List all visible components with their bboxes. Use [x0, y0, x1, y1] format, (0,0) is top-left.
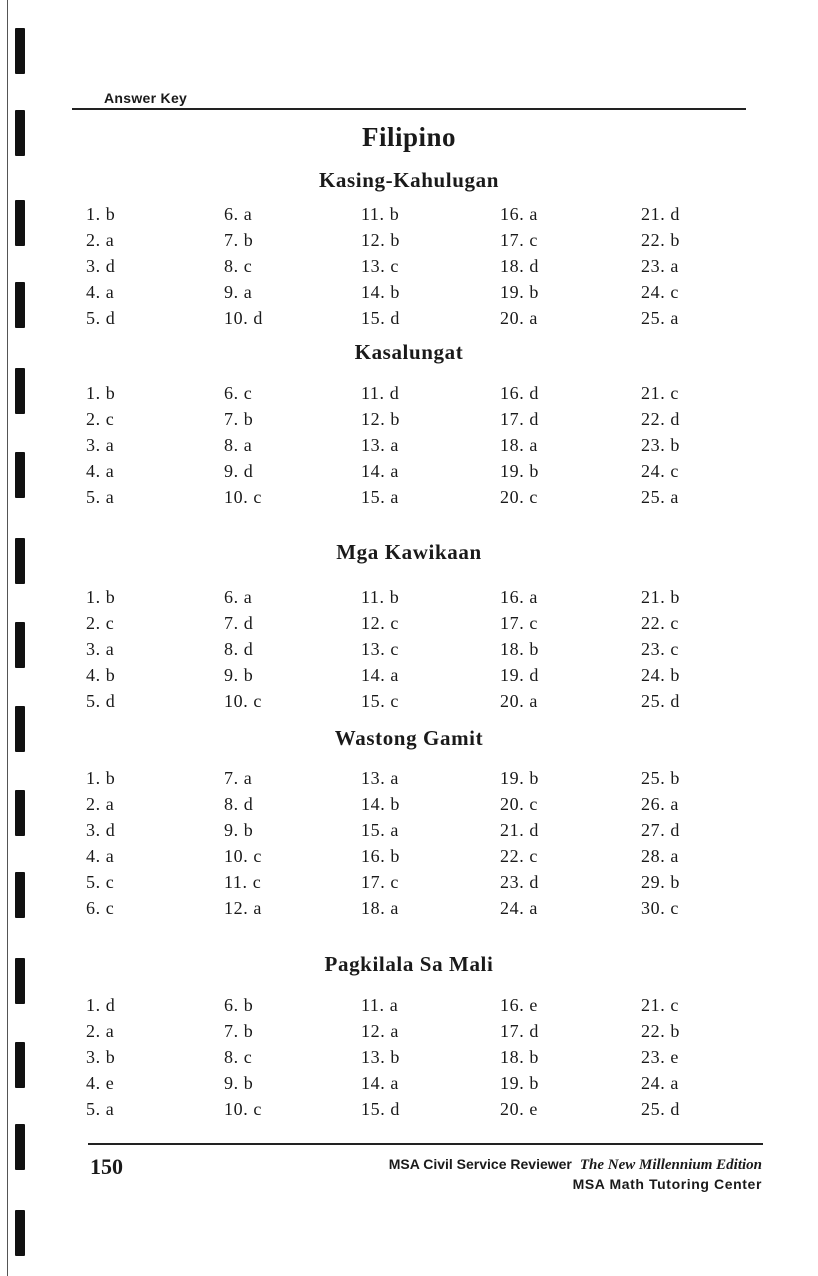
answer-item: 26. a — [641, 794, 679, 814]
answer-item: 28. a — [641, 846, 679, 866]
answer-item: 13. a — [361, 435, 399, 455]
answer-item: 12. c — [361, 613, 399, 633]
answer-item: 11. d — [361, 383, 400, 403]
section-title: Pagkilala Sa Mali — [324, 952, 494, 976]
answer-item: 14. a — [361, 461, 399, 481]
answer-item: 16. a — [500, 587, 538, 607]
answer-column — [641, 765, 680, 921]
answer-item: 8. d — [224, 794, 254, 814]
answer-item: 24. c — [641, 282, 679, 302]
answer-item: 1. b — [86, 383, 116, 403]
answer-item: 24. a — [641, 1073, 679, 1093]
answer-item: 21. c — [641, 383, 679, 403]
answer-item: 20. a — [500, 691, 538, 711]
answer-item: 10. c — [224, 846, 262, 866]
answer-column — [86, 765, 115, 921]
answer-item: 21. d — [641, 204, 680, 224]
answer-item: 12. a — [361, 1021, 399, 1041]
answer-item: 12. a — [224, 898, 262, 918]
answer-item: 3. b — [86, 1047, 116, 1067]
answer-column — [361, 765, 400, 921]
answer-item: 19. b — [500, 1073, 539, 1093]
answer-item: 17. d — [500, 1021, 539, 1041]
binding-hole — [15, 368, 25, 414]
answer-item: 13. c — [361, 256, 399, 276]
answer-column — [361, 201, 400, 331]
answer-item: 17. d — [500, 409, 539, 429]
answer-item: 16. d — [500, 383, 539, 403]
answer-item: 8. a — [224, 435, 253, 455]
answer-item: 9. b — [224, 665, 254, 685]
answer-item: 20. c — [500, 487, 538, 507]
answer-item: 8. c — [224, 1047, 253, 1067]
answer-item: 18. b — [500, 1047, 539, 1067]
answer-item: 7. b — [224, 230, 254, 250]
footer-rule — [88, 1143, 763, 1145]
answer-item: 29. b — [641, 872, 680, 892]
answer-item: 15. d — [361, 1099, 400, 1119]
answer-item: 23. a — [641, 256, 679, 276]
answer-item: 22. b — [641, 1021, 680, 1041]
answer-column — [500, 201, 539, 331]
answer-item: 9. b — [224, 1073, 254, 1093]
header-rule — [72, 108, 746, 110]
answer-item: 13. c — [361, 639, 399, 659]
answer-item: 10. c — [224, 691, 262, 711]
answer-item: 3. a — [86, 639, 115, 659]
answer-item: 1. b — [86, 587, 116, 607]
section-title: Mga Kawikaan — [336, 540, 482, 564]
answer-item: 7. a — [224, 768, 253, 788]
answer-item: 1. b — [86, 768, 116, 788]
answer-item: 4. b — [86, 665, 116, 685]
answer-item: 25. a — [641, 308, 679, 328]
answer-item: 22. d — [641, 409, 680, 429]
answer-column — [500, 380, 539, 510]
answer-item: 4. e — [86, 1073, 115, 1093]
answer-item: 5. d — [86, 691, 116, 711]
answer-item: 16. b — [361, 846, 400, 866]
answer-column — [224, 992, 262, 1122]
answer-item: 15. a — [361, 487, 399, 507]
answer-item: 25. b — [641, 768, 680, 788]
answer-item: 21. b — [641, 587, 680, 607]
answer-item: 15. c — [361, 691, 399, 711]
answer-column — [361, 992, 400, 1122]
answer-item: 11. b — [361, 204, 400, 224]
answer-column — [500, 584, 539, 714]
answer-item: 6. c — [86, 898, 115, 918]
answer-item: 4. a — [86, 461, 115, 481]
answer-item: 30. c — [641, 898, 679, 918]
binding-hole — [15, 200, 25, 246]
answer-item: 16. e — [500, 995, 538, 1015]
answer-column — [224, 584, 262, 714]
footer-book-line — [389, 1156, 762, 1174]
section-title: Kasalungat — [354, 340, 464, 364]
answer-item: 7. b — [224, 409, 254, 429]
answer-item: 6. b — [224, 995, 254, 1015]
answer-item: 8. c — [224, 256, 253, 276]
answer-item: 6. a — [224, 204, 253, 224]
answer-item: 20. a — [500, 308, 538, 328]
answer-column — [361, 380, 400, 510]
answer-column — [641, 380, 680, 510]
answer-item: 5. d — [86, 308, 116, 328]
answer-item: 18. b — [500, 639, 539, 659]
footer-edition: The New Millennium Edition — [579, 1157, 762, 1173]
answer-item: 5. a — [86, 1099, 115, 1119]
answer-item: 19. b — [500, 768, 539, 788]
answer-item: 5. c — [86, 872, 115, 892]
answer-item: 27. d — [641, 820, 680, 840]
answer-item: 14. b — [361, 794, 400, 814]
answer-item: 15. a — [361, 820, 399, 840]
answer-item: 15. d — [361, 308, 400, 328]
binding-hole — [15, 872, 25, 918]
header-label: Answer Key — [104, 90, 188, 106]
answer-column — [86, 584, 115, 714]
answer-item: 11. c — [224, 872, 262, 892]
binding-hole — [15, 622, 25, 668]
footer-publisher: MSA Math Tutoring Center — [572, 1176, 762, 1192]
answer-item: 5. a — [86, 487, 115, 507]
answer-item: 9. a — [224, 282, 253, 302]
page-title: Filipino — [361, 122, 457, 152]
answer-column — [224, 380, 262, 510]
answer-item: 4. a — [86, 282, 115, 302]
answer-item: 24. a — [500, 898, 538, 918]
answer-item: 17. c — [500, 230, 538, 250]
answer-column — [86, 201, 115, 331]
answer-item: 14. a — [361, 665, 399, 685]
answer-item: 22. c — [641, 613, 679, 633]
answer-item: 19. b — [500, 461, 539, 481]
answer-item: 6. a — [224, 587, 253, 607]
answer-item: 11. a — [361, 995, 399, 1015]
answer-item: 18. d — [500, 256, 539, 276]
answer-item: 19. b — [500, 282, 539, 302]
answer-column — [361, 584, 399, 714]
answer-item: 14. a — [361, 1073, 399, 1093]
answer-item: 2. a — [86, 794, 115, 814]
binding-hole — [15, 282, 25, 328]
binding-hole — [15, 28, 25, 74]
answer-item: 18. a — [500, 435, 538, 455]
binding-hole — [15, 1042, 25, 1088]
answer-item: 20. e — [500, 1099, 538, 1119]
answer-item: 7. b — [224, 1021, 254, 1041]
answer-column — [224, 201, 263, 331]
answer-column — [86, 992, 115, 1122]
answer-item: 23. e — [641, 1047, 679, 1067]
section-title: Wastong Gamit — [334, 726, 484, 750]
answer-item: 10. c — [224, 487, 262, 507]
page-number: 150 — [90, 1154, 123, 1179]
answer-item: 20. c — [500, 794, 538, 814]
answer-item: 21. d — [500, 820, 539, 840]
answer-item: 22. c — [500, 846, 538, 866]
answer-column — [641, 992, 680, 1122]
answer-item: 2. a — [86, 230, 115, 250]
answer-item: 12. b — [361, 409, 400, 429]
answer-item: 23. d — [500, 872, 539, 892]
answer-item: 22. b — [641, 230, 680, 250]
answer-item: 1. d — [86, 995, 116, 1015]
answer-item: 7. d — [224, 613, 254, 633]
answer-item: 2. a — [86, 1021, 115, 1041]
answer-item: 10. d — [224, 308, 263, 328]
answer-item: 14. b — [361, 282, 400, 302]
binding-hole — [15, 790, 25, 836]
answer-item: 17. c — [361, 872, 399, 892]
answer-column — [641, 584, 680, 714]
answer-column — [641, 201, 680, 331]
answer-item: 1. b — [86, 204, 116, 224]
answer-item: 9. b — [224, 820, 254, 840]
answer-item: 23. b — [641, 435, 680, 455]
footer-book-title: MSA Civil Service Reviewer — [388, 1156, 572, 1172]
answer-item: 13. b — [361, 1047, 400, 1067]
answer-item: 4. a — [86, 846, 115, 866]
binding-hole — [15, 1210, 25, 1256]
answer-item: 25. a — [641, 487, 679, 507]
answer-item: 23. c — [641, 639, 679, 659]
answer-item: 16. a — [500, 204, 538, 224]
answer-column — [500, 765, 539, 921]
answer-item: 10. c — [224, 1099, 262, 1119]
answer-item: 25. d — [641, 1099, 680, 1119]
answer-item: 25. d — [641, 691, 680, 711]
answer-item: 3. d — [86, 256, 116, 276]
answer-item: 3. a — [86, 435, 115, 455]
answer-item: 24. b — [641, 665, 680, 685]
answer-item: 12. b — [361, 230, 400, 250]
section-title: Kasing-Kahulugan — [319, 168, 499, 192]
answer-item: 21. c — [641, 995, 679, 1015]
answer-item: 2. c — [86, 613, 115, 633]
answer-item: 17. c — [500, 613, 538, 633]
answer-item: 19. d — [500, 665, 539, 685]
answer-item: 2. c — [86, 409, 115, 429]
answer-item: 9. d — [224, 461, 254, 481]
answer-column — [86, 380, 115, 510]
answer-item: 13. a — [361, 768, 399, 788]
binding-hole — [15, 1124, 25, 1170]
answer-item: 3. d — [86, 820, 116, 840]
answer-column — [500, 992, 539, 1122]
answer-item: 6. c — [224, 383, 253, 403]
answer-item: 11. b — [361, 587, 400, 607]
answer-item: 18. a — [361, 898, 399, 918]
answer-item: 24. c — [641, 461, 679, 481]
binding-hole — [15, 452, 25, 498]
answer-column — [224, 765, 262, 921]
answer-item: 8. d — [224, 639, 254, 659]
